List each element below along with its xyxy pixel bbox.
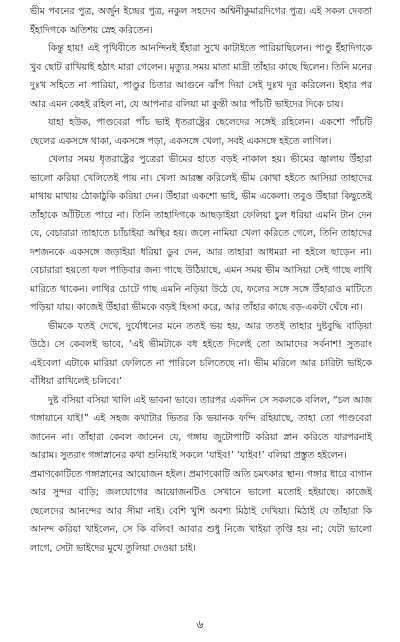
paragraph-3: যাহা হউক, পাণ্ডবেরা পাঁচ ভাই ধৃতরাষ্ট্রের ছেলেদের সঙ্গেই রহিলেন। একশো পাঁচটি ছেলের একসঙ্গে থাকা, একসঙ্গে পড়া, একসঙ্গে খেলা, সবই একসঙ্গে হইতে লাগিল। [30, 117, 372, 147]
paragraph-1: ভীম পবনের পুত্র, অর্জুন ইন্দ্রের পুত্র, নকুল সহদেব অশ্বিনীকুমারদিগের পুত্র। এই সকল দেবতা ইঁহাদিগকে অতিশয় স্নেহ করিতেন। [30, 6, 372, 36]
paragraph-5: ভীমকে যতই দেখে, দুর্যোধনের মনে ততই ভয় হয়, আর ততই তাহার দুষ্টবুদ্ধি বাড়িয়া উঠে। সে কেবলই ভাবে, ‘এই ভীমটাকে বধ হইতে দিলেই তো আমাদের সর্বনাশ! সুতরাং এইবেলা এটাকে মারিয়া ফেলিতে না পারিলে চলিতেছে না। ভীম মরিলে আর চারিটা ভাইকে বাঁধিয়া রাখিলেই চলিবে।’ [30, 320, 372, 387]
paragraph-7: প্রমাণকোটিতে গঙ্গাস্নানের আয়োজন হইল। প্রমাণকোটি অতি চমৎকার স্থান। গঙ্গার ধারে বাগান আর সুন্দর বাড়ি; জলযোগের আয়োজনটিও সেখানে ভালো মতোই হইয়াছে। কাজেই ছেলেদের আনন্দের আর সীমা নাই। বেশি খুশি অবশ্য মিঠাই দেখিয়া। মিঠাই যে তাঁহারা কি আনন্দ করিয়া খাইলেন, সে কি বলিব! আবার শুধু নিজে খাইয়া তৃপ্তি হয় না; যেটা ভালো লাগে, সেটা ভাইদের মুখে তুলিয়া দেওয়া চাই। [30, 468, 373, 554]
page-number: ৬ [196, 618, 204, 631]
paragraph-4: খেলার সময় ধৃতরাষ্ট্রের পুত্রেরা ভীমের হাতে বড়ই নাকাল হয়। ভীমের জ্বালায় উঁহারা ভালো করিয়া খেলিতেই পায় না। খেলা আরম্ভ করিলেই ভীম কোথা হইতে আসিয়া তাহাদের মাথায় মাথায় ঠোকাঠুকি করিয়া দেন। উঁহারা একশো ভাই, ভীম একেলা। তবুও উঁহারা কিছুতেই তাঁহাকে আঁটিতে পারে না। তিনি তাহাদিগকে আছড়াইয়া ফেলিয়া চুল ধরিয়া এমনি টান দেন যে, বেচারারা তাহাতে চ্যাঁচাইয়া অস্থির হয়। জলে নামিয়া খেলা করিতে গেলে, তিনি তাহাদের দশজনকে একসঙ্গে জড়াইয়া ধরিয়া ডুব দেন, আর তাহারা আধমরা না হইলে ছাড়েন না। বেচারারা হয়তো ফল পাড়িবার জন্য গাছে উঠিয়াছে, এমন সময় ভীম আসিয়া সেই গাছে লাথি মারিতে থাকেন। লাথির চোটে গাছ এমনি নড়িয়া উঠে যে, ফলের সঙ্গে সঙ্গে উঁহারাও মাটিতে পড়িয়া যায়। কাজেই উঁহারা ভীমকে বড়ই হিংসা করে, আর তাঁহার কাছে বড়-একটা ঘেঁষে না। [30, 154, 372, 313]
paragraph-6: দুষ্ট বসিয়া বসিয়া খালি এই ভাবনা ভাবে। তারপর একদিন সে সকলকে বলিল, “চল আজ গঙ্গায়ানে যাই!” এই সহজ কথাটার ভিতর কি ভয়ানক ফন্দি রহিয়াছে, তাহা তো পাণ্ডবেরা জানেন না। তাঁহারা কেবল জানেন যে, গঙ্গায় জুটোপাটি করিয়া স্নান করিতে যারপরনাই আরাম। সুতরাং গঙ্গাস্নানের কথা শুনিয়াই সকলে ‘যাইব!’ ‘যাইব!’ বলিয়া প্রস্তুত হইলেন। [30, 394, 372, 461]
paragraph-2: কিন্তু হায়! এই পৃথিবীতে আনন্দিনই ইঁহারা সুখে কাটাইতে পারিয়াছিলেন। পাণ্ডু ইঁহাদিগকে খুব ছোট রাখিয়াই হঠাৎ মারা গেলেন। মৃত্যুর সময় মাতা মাদ্রী তাঁহার কাছে ছিলেন। তিনি মনের দুঃখ সহিতে না পারিয়া, পাণ্ডুর চিতার আগুনে ঝাঁপ দিয়া সেই দুঃখ দূর করিলেন। ইহার পর আর এমন কেহই রহিল না, যে আপনার বলিয়া মা কুন্তী আর পাঁচটি ভাইদের দিকে চায়। [30, 43, 372, 110]
body-text [30, 3, 372, 558]
